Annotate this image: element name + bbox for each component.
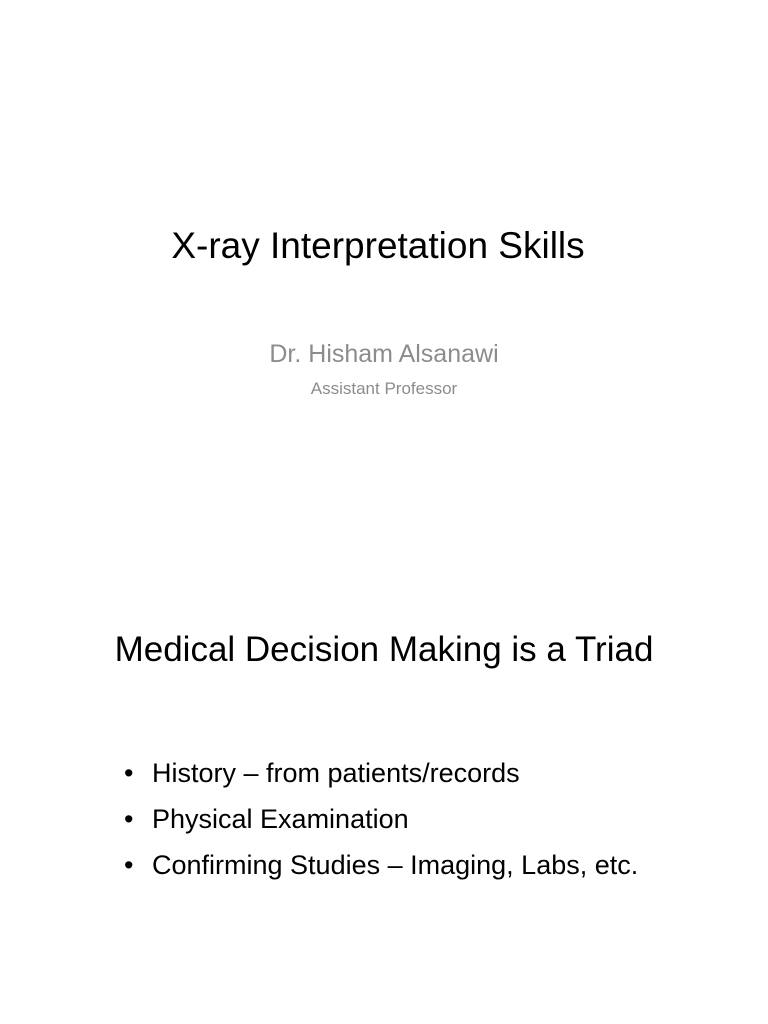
bullet-icon: • <box>124 758 134 788</box>
slide-title: Medical Decision Making is a Triad <box>114 630 654 669</box>
bullet-icon: • <box>124 804 134 834</box>
presenter-role: Assistant Professor <box>310 379 458 398</box>
bullet-text: Physical Examination <box>152 804 409 834</box>
list-item <box>124 842 638 888</box>
bullet-text: History – from patients/records <box>152 758 520 788</box>
bullet-list <box>124 750 638 888</box>
bullet-icon: • <box>124 850 134 880</box>
list-item <box>124 750 638 796</box>
presenter-name: Dr. Hisham Alsanawi <box>269 340 499 368</box>
slide-title: X-ray Interpretation Skills <box>171 225 585 266</box>
list-item <box>124 796 638 842</box>
bullet-text: Confirming Studies – Imaging, Labs, etc. <box>152 850 639 880</box>
content-slide <box>0 512 768 1024</box>
